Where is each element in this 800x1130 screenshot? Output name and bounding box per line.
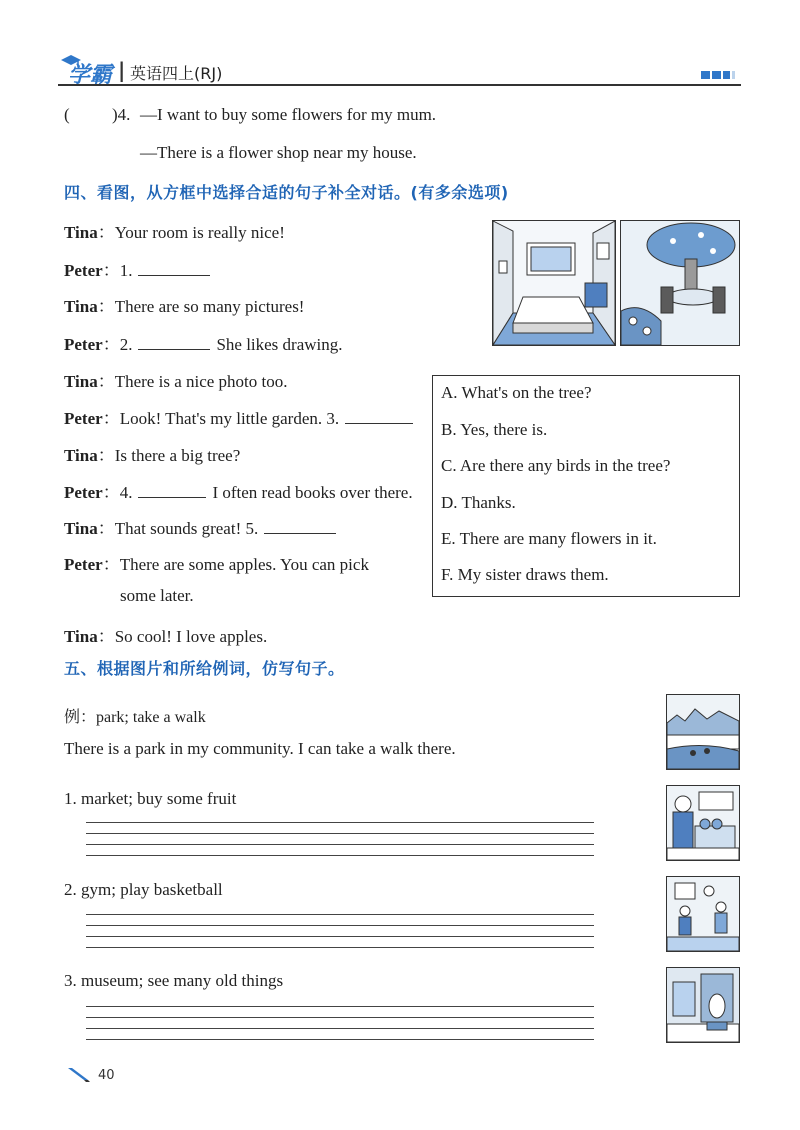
speaker-name: Peter bbox=[64, 261, 103, 280]
book-title: 英语四上(RJ) bbox=[130, 64, 223, 83]
q4-line-1: —I want to buy some flowers for my mum. bbox=[140, 105, 437, 124]
dialogue-line bbox=[64, 441, 240, 466]
speaker-separator: ： bbox=[97, 297, 115, 316]
option-item: A. What's on the tree? bbox=[441, 383, 592, 402]
answer-blank[interactable] bbox=[264, 519, 336, 534]
q4-label: )4. bbox=[112, 105, 131, 124]
dialogue-text: Is there a big tree? bbox=[114, 446, 241, 465]
speaker-name: Tina bbox=[64, 297, 98, 316]
item-2-prompt: 2. gym; play basketball bbox=[64, 880, 223, 899]
dialogue-line bbox=[64, 550, 369, 575]
answer-blank[interactable] bbox=[138, 335, 210, 350]
speaker-name: Peter bbox=[64, 483, 103, 502]
dialogue-line bbox=[64, 367, 288, 392]
dialogue-line bbox=[64, 330, 343, 355]
dialogue-text: That sounds great! 5. bbox=[114, 519, 259, 538]
museum-picture bbox=[666, 967, 740, 1043]
market-picture bbox=[666, 785, 740, 861]
dialogue-line bbox=[64, 514, 342, 539]
brand-logo: 学霸 bbox=[68, 63, 113, 88]
dialogue-line bbox=[64, 218, 285, 243]
header-blocks-icon bbox=[701, 67, 741, 77]
speaker-name: Tina bbox=[64, 446, 98, 465]
dialogue-text: some later. bbox=[120, 586, 194, 605]
garden-picture bbox=[620, 220, 740, 346]
dialogue-line bbox=[64, 622, 267, 647]
example-sentence: There is a park in my community. I can take a walk there. bbox=[64, 739, 456, 758]
speaker-name: Tina bbox=[64, 627, 98, 646]
pencil-icon bbox=[66, 1066, 90, 1082]
option-item: E. There are many flowers in it. bbox=[441, 529, 657, 548]
speaker-separator: ： bbox=[97, 372, 115, 391]
option-item: C. Are there any birds in the tree? bbox=[441, 456, 671, 475]
dialogue-line bbox=[64, 256, 216, 281]
dialogue-line bbox=[64, 478, 413, 503]
speaker-separator: ： bbox=[102, 261, 120, 280]
dialogue-text: Your room is really nice! bbox=[114, 223, 285, 242]
speaker-separator: ： bbox=[102, 483, 120, 502]
speaker-separator: ： bbox=[97, 446, 115, 465]
dialogue-text: 1. bbox=[119, 261, 133, 280]
answer-paren-open: ( bbox=[64, 105, 70, 124]
dialogue-text: Look! That's my little garden. 3. bbox=[119, 409, 340, 428]
option-item: F. My sister draws them. bbox=[441, 565, 609, 584]
speaker-separator: ： bbox=[97, 627, 115, 646]
option-item: D. Thanks. bbox=[441, 493, 516, 512]
item-3-answer-lines[interactable] bbox=[86, 1006, 594, 1040]
q4-line-2: —There is a flower shop near my house. bbox=[140, 143, 417, 162]
section-4-heading: 四、看图，从方框中选择合适的句子补全对话。(有多余选项) bbox=[64, 183, 509, 202]
speaker-name: Tina bbox=[64, 223, 98, 242]
dialogue-line bbox=[64, 292, 304, 317]
item-1-prompt: 1. market; buy some fruit bbox=[64, 789, 237, 808]
speaker-separator: ： bbox=[102, 335, 120, 354]
item-2-answer-lines[interactable] bbox=[86, 914, 594, 948]
options-box bbox=[432, 375, 740, 597]
speaker-name: Tina bbox=[64, 519, 98, 538]
header-rule bbox=[58, 84, 741, 86]
header-divider: | bbox=[118, 58, 126, 82]
room-picture bbox=[492, 220, 616, 346]
speaker-name: Tina bbox=[64, 372, 98, 391]
page-header bbox=[58, 52, 738, 88]
answer-blank[interactable] bbox=[345, 409, 413, 424]
option-item: B. Yes, there is. bbox=[441, 420, 548, 439]
page-number: 40 bbox=[98, 1068, 115, 1083]
dialogue-text: 2. bbox=[119, 335, 133, 354]
speaker-name: Peter bbox=[64, 335, 103, 354]
dialogue-text-after-blank: I often read books over there. bbox=[212, 483, 413, 502]
speaker-separator: ： bbox=[97, 223, 115, 242]
dialogue-text: 4. bbox=[119, 483, 133, 502]
answer-blank[interactable] bbox=[138, 483, 206, 498]
speaker-separator: ： bbox=[102, 409, 120, 428]
example-label: 例 bbox=[64, 707, 81, 726]
item-1-answer-lines[interactable] bbox=[86, 822, 594, 856]
dialogue-text: There are so many pictures! bbox=[114, 297, 305, 316]
example-words: ：park; take a walk bbox=[80, 709, 206, 726]
dialogue-text: There are some apples. You can pick bbox=[119, 555, 369, 574]
dialogue-text-after-blank: She likes drawing. bbox=[216, 335, 343, 354]
section-5-heading: 五、根据图片和所给例词，仿写句子。 bbox=[64, 659, 345, 678]
speaker-separator: ： bbox=[97, 519, 115, 538]
dialogue-text: So cool! I love apples. bbox=[114, 627, 268, 646]
speaker-separator: ： bbox=[102, 555, 120, 574]
item-3-prompt: 3. museum; see many old things bbox=[64, 971, 284, 990]
dialogue-line bbox=[120, 586, 194, 606]
dialogue-text: There is a nice photo too. bbox=[114, 372, 288, 391]
speaker-name: Peter bbox=[64, 555, 103, 574]
speaker-name: Peter bbox=[64, 409, 103, 428]
dialogue-line bbox=[64, 404, 419, 429]
park-picture bbox=[666, 694, 740, 770]
answer-blank[interactable] bbox=[138, 261, 210, 276]
gym-picture bbox=[666, 876, 740, 952]
